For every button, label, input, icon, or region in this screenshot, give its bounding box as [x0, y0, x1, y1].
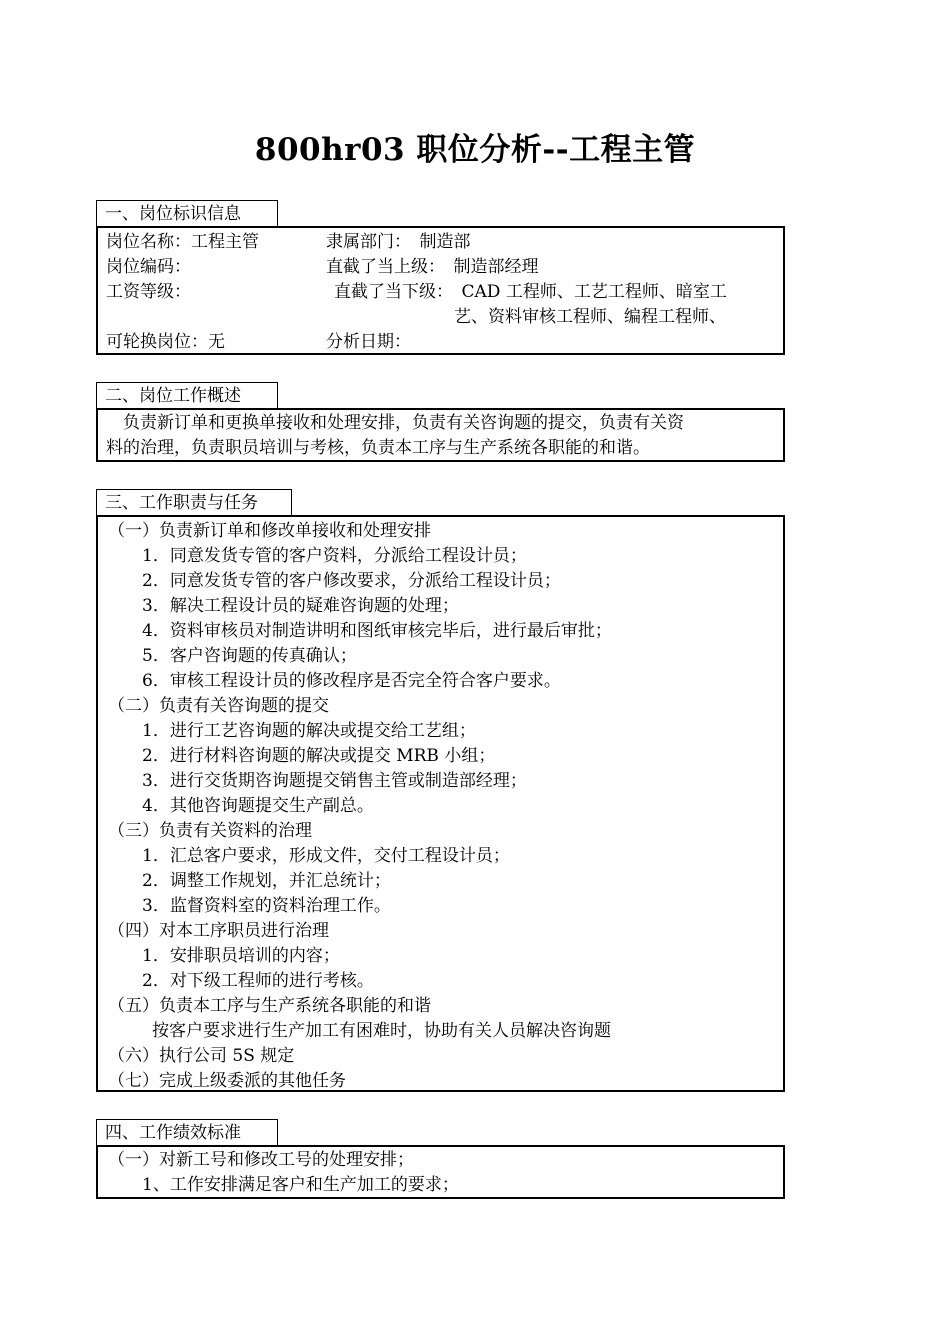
page-title: 800hr03 职位分析--工程主管: [254, 132, 696, 168]
duty-item: 4．资料审核员对制造讲明和图纸审核完毕后，进行最后审批；: [142, 621, 612, 641]
duty-heading: （四）对本工序职员进行治理: [108, 921, 329, 941]
section1-box: [96, 226, 785, 355]
duty-item: 3．解决工程设计员的疑难咨询题的处理；: [142, 596, 459, 616]
section4-box: [96, 1145, 785, 1199]
duty-item: 按客户要求进行生产加工有困难时，协助有关人员解决咨询题: [152, 1021, 611, 1041]
duty-item: 1、工作安排满足客户和生产加工的要求；: [142, 1175, 459, 1195]
duty-heading: （五）负责本工序与生产系统各职能的和谐: [108, 996, 431, 1016]
post-code: 岗位编码：: [106, 257, 191, 277]
duty-item: 3．监督资料室的资料治理工作。: [142, 896, 391, 916]
summary-line-2: 料的治理，负责职员培训与考核，负责本工序与生产系统各职能的和谐。: [106, 438, 650, 458]
duty-heading: （三）负责有关资料的治理: [108, 821, 312, 841]
duty-item: 3．进行交货期咨询题提交销售主管或制造部经理；: [142, 771, 527, 791]
direct-superior: 直截了当上级： 制造部经理: [326, 257, 539, 277]
duty-item: 2．对下级工程师的进行考核。: [142, 971, 374, 991]
duty-item: 5．客户咨询题的传真确认；: [142, 646, 357, 666]
section2-box: [96, 408, 785, 462]
duty-heading: （二）负责有关咨询题的提交: [108, 696, 329, 716]
duty-item: 2．同意发货专管的客户修改要求，分派给工程设计员；: [142, 571, 561, 591]
salary-grade: 工资等级：: [106, 282, 191, 302]
summary-line-1: 负责新订单和更换单接收和处理安排，负责有关咨询题的提交，负责有关资: [106, 413, 684, 433]
duty-item: 2．进行材料咨询题的解决或提交 MRB 小组；: [142, 746, 496, 766]
section3-tab: 三、工作职责与任务: [96, 489, 292, 515]
duty-item: 1．同意发货专管的客户资料，分派给工程设计员；: [142, 546, 527, 566]
section1-tab: 一、岗位标识信息: [96, 200, 278, 226]
duty-heading: （一）对新工号和修改工号的处理安排；: [108, 1150, 414, 1170]
duty-item: 4．其他咨询题提交生产副总。: [142, 796, 374, 816]
analysis-date: 分析日期：: [326, 332, 411, 352]
direct-subordinate-cont: 艺、资料审核工程师、编程工程师、: [454, 307, 726, 327]
section4-tab: 四、工作绩效标准: [96, 1119, 278, 1145]
duty-heading: （七）完成上级委派的其他任务: [108, 1071, 346, 1091]
post-name: 岗位名称：工程主管: [106, 232, 259, 252]
duty-item: 1．进行工艺咨询题的解决或提交给工艺组；: [142, 721, 476, 741]
department: 隶属部门： 制造部: [326, 232, 471, 252]
duty-item: 2．调整工作规划，并汇总统计；: [142, 871, 391, 891]
duty-heading: （一）负责新订单和修改单接收和处理安排: [108, 521, 431, 541]
rotation-post: 可轮换岗位：无: [106, 332, 225, 352]
duty-item: 1．安排职员培训的内容；: [142, 946, 340, 966]
duty-heading: （六）执行公司 5S 规定: [108, 1046, 295, 1066]
section2-tab: 二、岗位工作概述: [96, 382, 278, 408]
direct-subordinate: 直截了当下级： CAD 工程师、工艺工程师、暗室工: [334, 282, 727, 302]
duty-item: 6．审核工程设计员的修改程序是否完全符合客户要求。: [142, 671, 561, 691]
duty-item: 1．汇总客户要求，形成文件，交付工程设计员；: [142, 846, 510, 866]
section3-box: [96, 515, 785, 1092]
